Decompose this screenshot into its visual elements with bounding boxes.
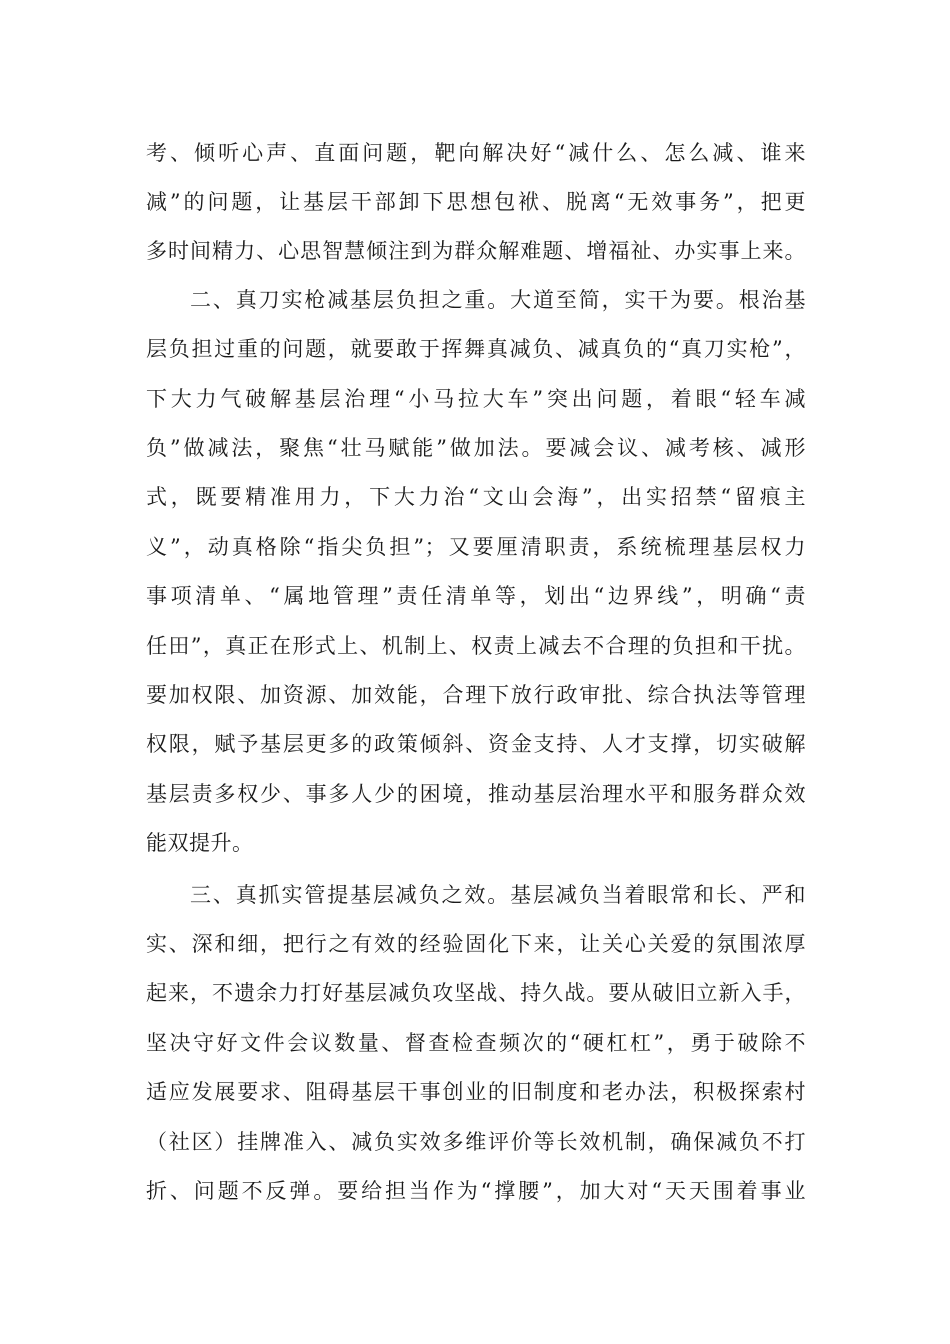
text-line: 义”，动真格除“指尖负担”；又要厘清职责，系统梳理基层权力 xyxy=(146,535,806,559)
text-line: 适应发展要求、阻碍基层干事创业的旧制度和老办法，积极探索村 xyxy=(146,1080,806,1104)
text-line: 式，既要精准用力，下大力治“文山会海”，出实招禁“留痕主 xyxy=(146,485,806,509)
text-line: 减”的问题，让基层干部卸下思想包袱、脱离“无效事务”，把更 xyxy=(146,190,806,214)
text-line: 基层责多权少、事多人少的困境，推动基层治理水平和服务群众效 xyxy=(146,782,806,806)
text-line: 起来，不遗余力打好基层减负攻坚战、持久战。要从破旧立新入手， xyxy=(146,981,806,1005)
text-line: 三、真抓实管提基层减负之效。基层减负当着眼常和长、严和 xyxy=(190,883,806,907)
text-line: 层负担过重的问题，就要敢于挥舞真减负、减真负的“真刀实枪”， xyxy=(146,337,806,361)
text-line: 考、倾听心声、直面问题，靶向解决好“减什么、怎么减、谁来 xyxy=(146,141,806,165)
text-line: 权限，赋予基层更多的政策倾斜、资金支持、人才支撑，切实破解 xyxy=(146,732,806,756)
text-line: 能双提升。 xyxy=(146,831,254,855)
text-line: 要加权限、加资源、加效能，合理下放行政审批、综合执法等管理 xyxy=(146,683,806,707)
text-line: 坚决守好文件会议数量、督查检查频次的“硬杠杠”，勇于破除不 xyxy=(146,1031,806,1055)
text-line: 多时间精力、心思智慧倾注到为群众解难题、增福祉、办实事上来。 xyxy=(146,239,806,263)
text-line: 事项清单、“属地管理”责任清单等，划出“边界线”，明确“责 xyxy=(146,584,806,608)
text-line: （社区）挂牌准入、减负实效多维评价等长效机制，确保减负不打 xyxy=(146,1130,806,1154)
text-line: 下大力气破解基层治理“小马拉大车”突出问题，着眼“轻车减 xyxy=(146,387,806,411)
text-line: 折、问题不反弹。要给担当作为“撑腰”，加大对“天天围着事业 xyxy=(146,1179,806,1203)
text-line: 实、深和细，把行之有效的经验固化下来，让关心关爱的氛围浓厚 xyxy=(146,932,806,956)
text-line: 任田”，真正在形式上、机制上、权责上减去不合理的负担和干扰。 xyxy=(146,634,806,658)
text-line: 二、真刀实枪减基层负担之重。大道至简，实干为要。根治基 xyxy=(190,288,806,312)
text-line: 负”做减法，聚焦“壮马赋能”做加法。要减会议、减考核、减形 xyxy=(146,436,806,460)
